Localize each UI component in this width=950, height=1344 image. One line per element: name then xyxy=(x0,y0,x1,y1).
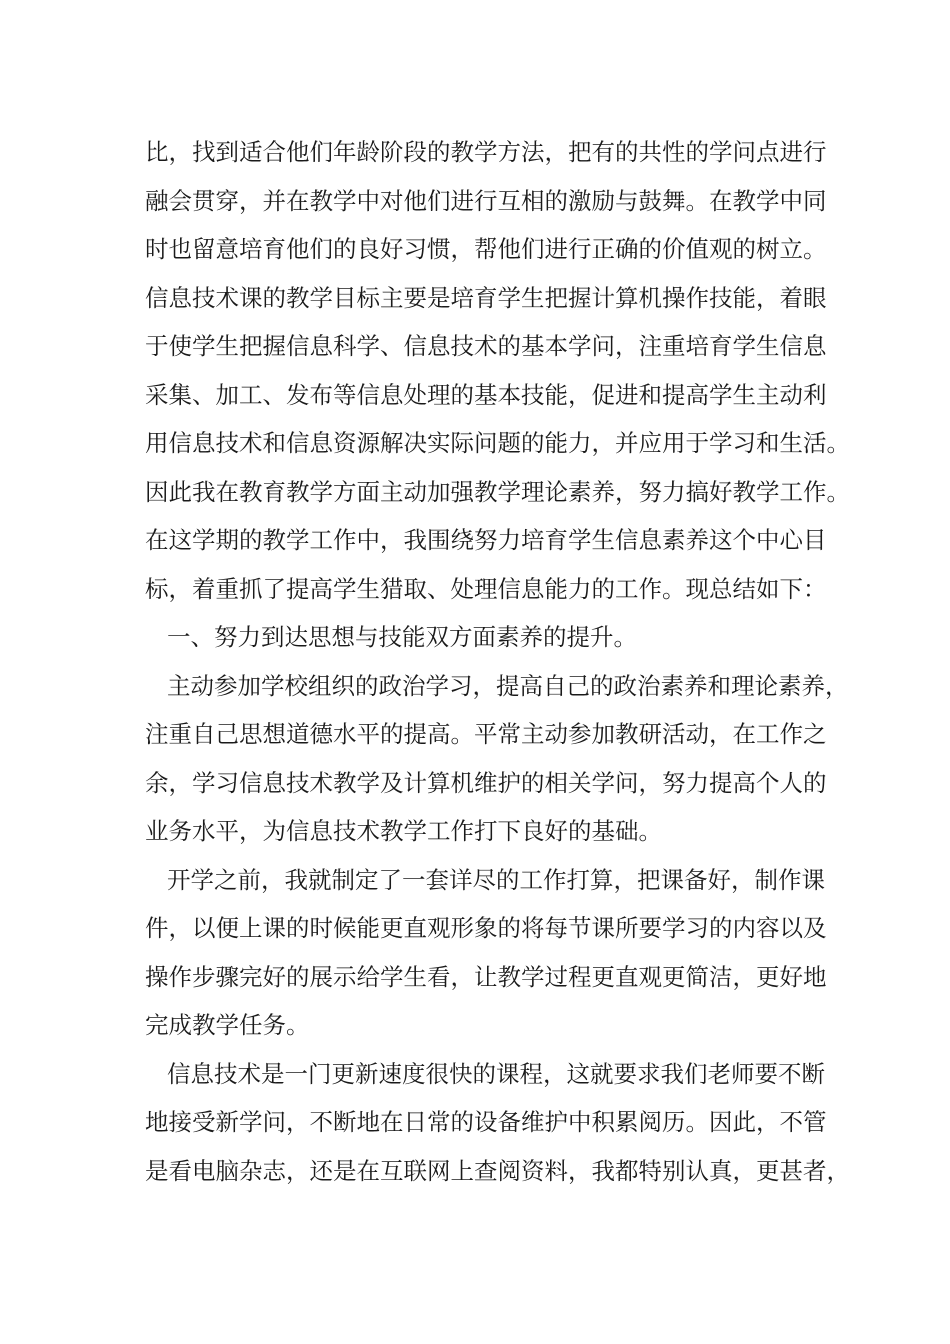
text-line: 用信息技术和信息资源解决实际问题的能力，并应用于学习和生活。 xyxy=(145,429,850,457)
text-line: 比，找到适合他们年龄阶段的教学方法，把有的共性的学问点进行 xyxy=(145,138,827,166)
text-line: 融会贯穿，并在教学中对他们进行互相的激励与鼓舞。在教学中同 xyxy=(145,186,827,215)
text-line: 开学之前，我就制定了一套详尽的工作打算，把课备好，制作课 xyxy=(167,865,825,894)
text-line: 信息技术是一门更新速度很快的课程，这就要求我们老师要不断 xyxy=(167,1059,825,1088)
text-line: 因此我在教育教学方面主动加强教学理论素养，努力搞好教学工作。 xyxy=(145,477,850,506)
text-line: 件，以便上课的时候能更直观形象的将每节课所要学习的内容以及 xyxy=(145,914,827,942)
text-line: 地接受新学问，不断地在日常的设备维护中积累阅历。因此，不管 xyxy=(145,1108,827,1136)
text-line: 一、努力到达思想与技能双方面素养的提升。 xyxy=(167,623,637,651)
text-line: 完成教学任务。 xyxy=(145,1011,310,1039)
text-line: 标，着重抓了提高学生猎取、处理信息能力的工作。现总结如下： xyxy=(145,574,827,603)
text-line: 采集、加工、发布等信息处理的基本技能，促进和提高学生主动利 xyxy=(145,380,827,409)
text-line: 是看电脑杂志，还是在互联网上查阅资料，我都特别认真，更甚者， xyxy=(145,1156,850,1185)
text-line: 余，学习信息技术教学及计算机维护的相关学问，努力提高个人的 xyxy=(145,768,827,797)
text-line: 操作步骤完好的展示给学生看，让教学过程更直观更简洁，更好地 xyxy=(145,962,827,991)
text-line: 注重自己思想道德水平的提高。平常主动参加教研活动，在工作之 xyxy=(145,720,827,748)
text-line: 信息技术课的教学目标主要是培育学生把握计算机操作技能，着眼 xyxy=(145,283,827,312)
text-line: 在这学期的教学工作中，我围绕努力培育学生信息素养这个中心目 xyxy=(145,526,827,554)
text-line: 主动参加学校组织的政治学习，提高自己的政治素养和理论素养， xyxy=(167,671,849,700)
text-line: 于使学生把握信息科学、信息技术的基本学问，注重培育学生信息 xyxy=(145,332,827,360)
document-body xyxy=(145,128,850,1195)
text-line: 时也留意培育他们的良好习惯，帮他们进行正确的价值观的树立。 xyxy=(145,235,827,263)
text-line: 业务水平，为信息技术教学工作打下良好的基础。 xyxy=(145,817,662,845)
